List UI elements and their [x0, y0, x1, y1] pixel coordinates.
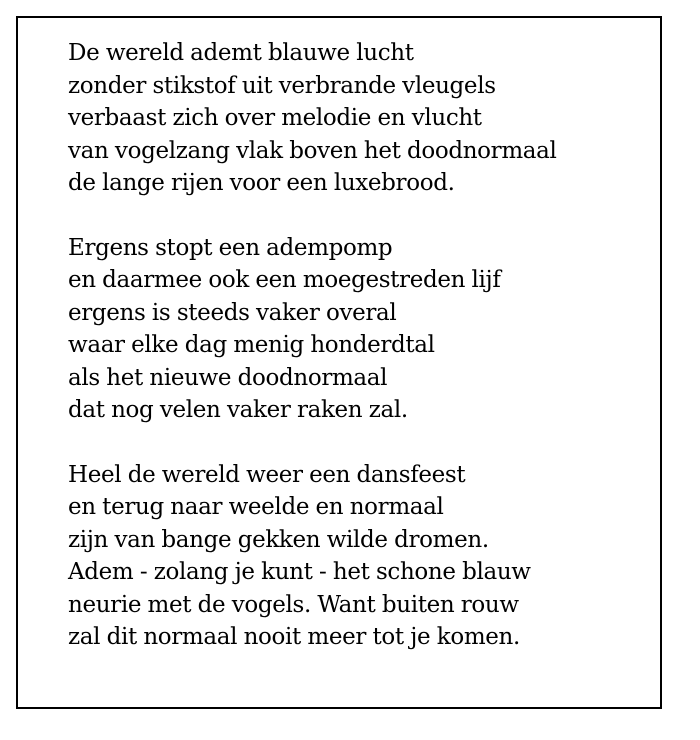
poem-line: waar elke dag menig honderdtal	[68, 332, 435, 358]
poem-line: van vogelzang vlak boven het doodnormaal	[68, 137, 557, 164]
poem-line: neurie met de vogels. Want buiten rouw	[68, 591, 519, 618]
poem-line: en daarmee ook een moegestreden lijf	[68, 267, 501, 293]
poem-line: ergens is steeds vaker overal	[68, 299, 397, 326]
stanza-1	[68, 37, 652, 200]
poem-frame	[16, 16, 662, 709]
stanza-2	[68, 232, 652, 427]
poem-body	[68, 37, 652, 654]
stanza-3	[68, 459, 652, 654]
poem-line: Heel de wereld weer een dansfeest	[68, 461, 466, 488]
poem-line: als het nieuwe doodnormaal	[68, 364, 388, 391]
poem-line: en terug naar weelde en normaal	[68, 494, 444, 520]
poem-line: Adem - zolang je kunt - het schone blauw	[68, 559, 531, 585]
poem-line: De wereld ademt blauwe lucht	[68, 40, 414, 66]
poem-line: zijn van bange gekken wilde dromen.	[68, 526, 489, 553]
poem-line: Ergens stopt een adempomp	[68, 234, 393, 261]
poem-line: dat nog velen vaker raken zal.	[68, 397, 408, 423]
poem-line: de lange rijen voor een luxebrood.	[68, 170, 455, 196]
poem-line: zonder stikstof uit verbrande vleugels	[68, 72, 496, 99]
poem-line: verbaast zich over melodie en vlucht	[68, 105, 482, 131]
poem-line: zal dit normaal nooit meer tot je komen.	[68, 624, 520, 650]
